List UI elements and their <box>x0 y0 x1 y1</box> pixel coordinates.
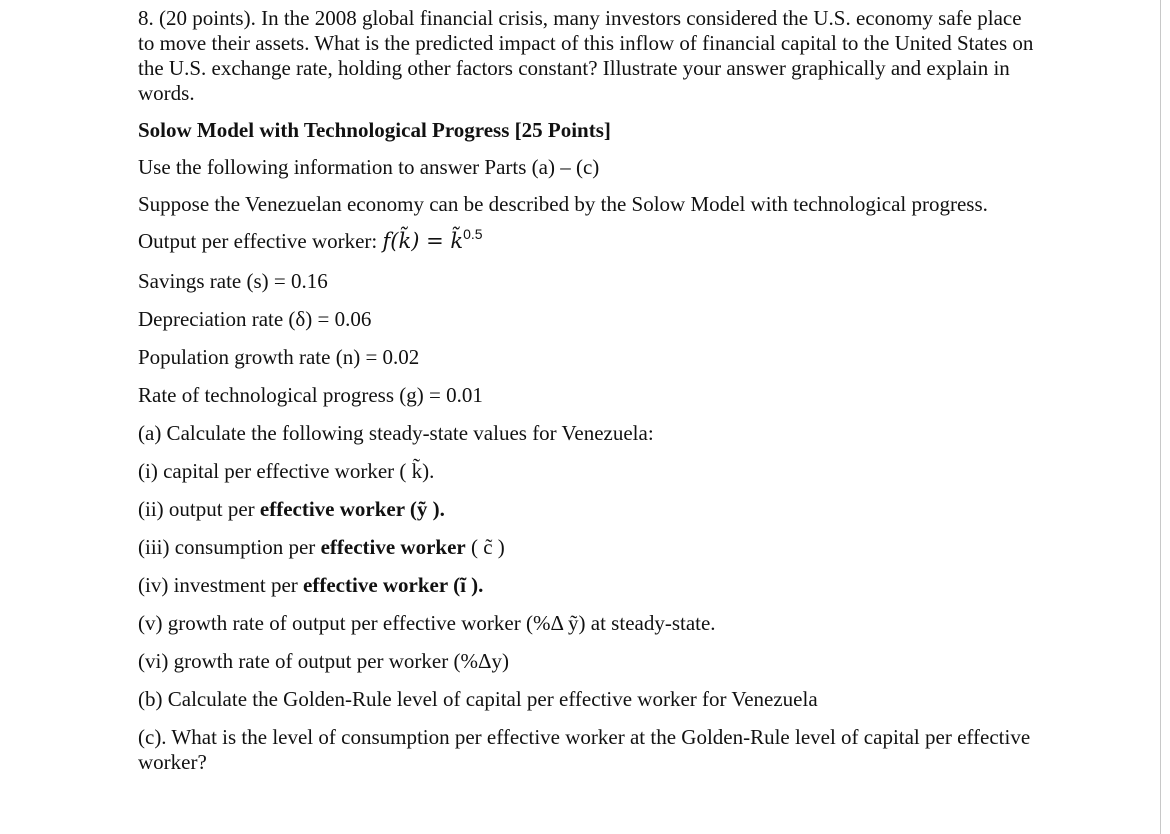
part-a-i: (i) capital per effective worker ( k̃). <box>138 459 435 483</box>
part-a-v: (v) growth rate of output per effective worker (%Δ ỹ) at steady-state. <box>138 611 716 635</box>
part-a-ii-bold: effective worker (ỹ ). <box>259 497 445 521</box>
solow-description: Suppose the Venezuelan economy can be described by the Solow Model with technological progress. <box>138 192 988 216</box>
page-edge <box>1160 0 1161 834</box>
solow-intro: Use the following information to answer Parts (a) – (c) <box>138 155 600 179</box>
part-a-iv-bold: effective worker (ĩ ). <box>303 573 484 597</box>
part-a-iii-symbol: ( c̃ ) <box>465 535 505 559</box>
part-c: (c). What is the level of consumption per effective worker at the Golden-Rule level of capital per effective worker? <box>138 725 1031 774</box>
part-a-vi: (vi) growth rate of output per worker (%Δy) <box>138 649 509 673</box>
part-a: (a) Calculate the following steady-state values for Venezuela: <box>138 421 654 445</box>
question-8: 8. (20 points). In the 2008 global financial crisis, many investors considered the U.S. economy safe place to move their assets. What is the predicted impact of this inflow of financial capital to the United States on the U.S. exchange rate, holding other factors constant? Illustrate your answer graphically and explain in words. <box>138 6 1034 105</box>
output-function-line <box>138 226 1038 256</box>
part-a-iii-bold: effective worker <box>320 535 466 559</box>
output-label: Output per effective worker: <box>138 229 383 253</box>
document-content <box>138 6 1038 788</box>
savings-rate: Savings rate (s) = 0.16 <box>138 269 328 293</box>
part-a-iv-text: (iv) investment per <box>138 573 304 597</box>
output-exponent: 0.5 <box>463 226 483 242</box>
tech-progress-rate: Rate of technological progress (g) = 0.01 <box>138 383 483 407</box>
part-a-ii-text: (ii) output per <box>138 497 260 521</box>
depreciation-rate: Depreciation rate (δ) = 0.06 <box>138 307 372 331</box>
solow-heading: Solow Model with Technological Progress [25 Points] <box>138 118 611 142</box>
part-a-iii-text: (iii) consumption per <box>138 535 321 559</box>
part-a-iv <box>138 573 1038 598</box>
part-a-ii <box>138 497 1038 522</box>
population-growth-rate: Population growth rate (n) = 0.02 <box>138 345 420 369</box>
part-b: (b) Calculate the Golden-Rule level of capital per effective worker for Venezuela <box>138 687 818 711</box>
output-formula: f(k̃) = k̃ <box>382 229 464 253</box>
part-a-iii <box>138 535 1038 560</box>
